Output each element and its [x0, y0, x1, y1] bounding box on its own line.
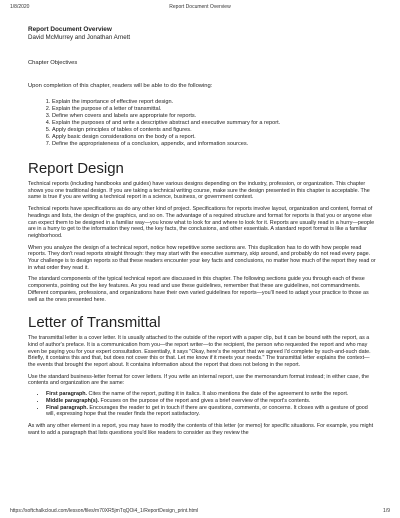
- page-number: 1/9: [383, 508, 390, 514]
- transmittal-heading: Letter of Transmittal: [28, 314, 161, 332]
- list-item: [46, 405, 376, 418]
- transmittal-paragraph: As with any other element in a report, you may have to modify the contents of this letter (or memo) for specific situations. For example, you might want to add a paragraph that lists questions you'd like readers to consider as they review the: [28, 422, 374, 436]
- list-item: [46, 391, 376, 398]
- objective-item: 4. Explain the purposes of and write a descriptive abstract and executive summary for a report.: [52, 120, 376, 127]
- transmittal-paragraph-list: [28, 391, 376, 418]
- objectives-list: [28, 99, 376, 148]
- transmittal-paragraph: Use the standard business-letter format for cover letters. If you write an internal report, use the memorandum format instead; in either case, the contents and organization are the same:: [28, 373, 369, 387]
- objective-item: 2. Explain the purpose of a letter of transmittal.: [52, 106, 376, 113]
- list-item-text: Encourages the reader to get in touch if there are questions, comments, or concerns. It closes with a gesture of good will, expressing hope that the reader finds the report satisfactory.: [46, 404, 368, 418]
- print-url: https://softchalkcloud.com/lesson/files/m70XR5jmTqQOi4_1/ReportDesign_print.html: [10, 508, 199, 514]
- list-item-label: Final paragraph.: [46, 404, 88, 411]
- objective-item: 3. Define when covers and labels are appropriate for reports.: [52, 113, 376, 120]
- report-design-paragraph: The standard components of the typical technical report are discussed in this chapter. The following sections guide you through each of these components, pointing out the key features. As you read and use these guidelines, remember that these are guidelines, not commandments. Different companies, professions, and organizations have their own varied guidelines for reports—you'll need to adapt your practice to those as well as the ones presented here.: [28, 276, 369, 303]
- document-title: Report Document Overview: [28, 26, 112, 33]
- list-item-text: Focuses on the purpose of the report and gives a brief overview of the report's contents.: [99, 397, 311, 404]
- objective-item: 1. Explain the importance of effective report design.: [52, 99, 376, 106]
- print-title: Report Document Overview: [169, 4, 231, 10]
- print-date: 1/8/2020: [10, 4, 30, 10]
- document-authors: David McMurrey and Jonathan Arnett: [28, 34, 131, 41]
- report-design-heading: Report Design: [28, 160, 124, 177]
- transmittal-paragraph: The transmittal letter is a cover letter. It is usually attached to the outside of the report with a paper clip, but it can be bound with the report, as a kind of author's preface. It is a communication from you—the report writer—to the recipient, the person who requested the report and who may even be paying you for your expert consultation. Essentially, it says "Okay, here's the report that we agreed I'd complete by such-and-such date. Briefly, it contains this and that, but does not cover this or that. Let me know if it meets your needs." The transmittal letter explains the context—the events that brought the report about. It contains information about the report that does not belong in the report.: [28, 335, 371, 369]
- list-item-text: Cites the name of the report, putting it in italics. It also mentions the date of the agreement to write the report.: [87, 391, 349, 398]
- objective-item: 5. Apply design principles of tables of contents and figures.: [52, 127, 376, 134]
- report-design-paragraph: Technical reports (including handbooks and guides) have various designs depending on the industry, profession, or organization. This chapter shows you one traditional design. If you are taking a technical writing course, make sure the design presented in this chapter is acceptable. The same is true if you are writing a technical report in a science, business, or government context.: [28, 181, 370, 201]
- objectives-heading: Chapter Objectives: [28, 60, 78, 66]
- objective-item: 7. Define the appropriateness of a conclusion, appendix, and information sources.: [52, 141, 376, 148]
- report-design-paragraph: Technical reports have specifications as do any other kind of project. Specifications for reports involve layout, organization and content, format of headings and lists, the design of the graphics, and so on. The advantage of a required structure and format for reports is that you or anyone else can expect them to be designed in a familiar way—you know what to look for and where to look for it. Reports are usually read in a hurry—people are in a hurry to get to the information they need, the key facts, the conclusions, and other essentials. A standard report format is like a familiar neighborhood.: [28, 206, 375, 239]
- objectives-intro: Upon completion of this chapter, readers will be able to do the following:: [28, 83, 213, 89]
- list-item-label: First paragraph.: [46, 391, 88, 398]
- document-body: [28, 26, 376, 436]
- report-design-paragraph: When you analyze the design of a technical report, notice how repetitive some sections are. This duplication has to do with how people read reports. They don't read reports straight through: they may start with the executive summary, skip around, and probably do not read every page. Your challenge is to design reports so that these readers encounter your key facts and conclusions, no matter how much of the report they read or in what order they read it.: [28, 244, 376, 271]
- list-item: [46, 398, 376, 405]
- list-item-label: Middle paragraph(s).: [46, 397, 100, 404]
- objective-item: 6. Apply basic design considerations on the body of a report.: [52, 134, 376, 141]
